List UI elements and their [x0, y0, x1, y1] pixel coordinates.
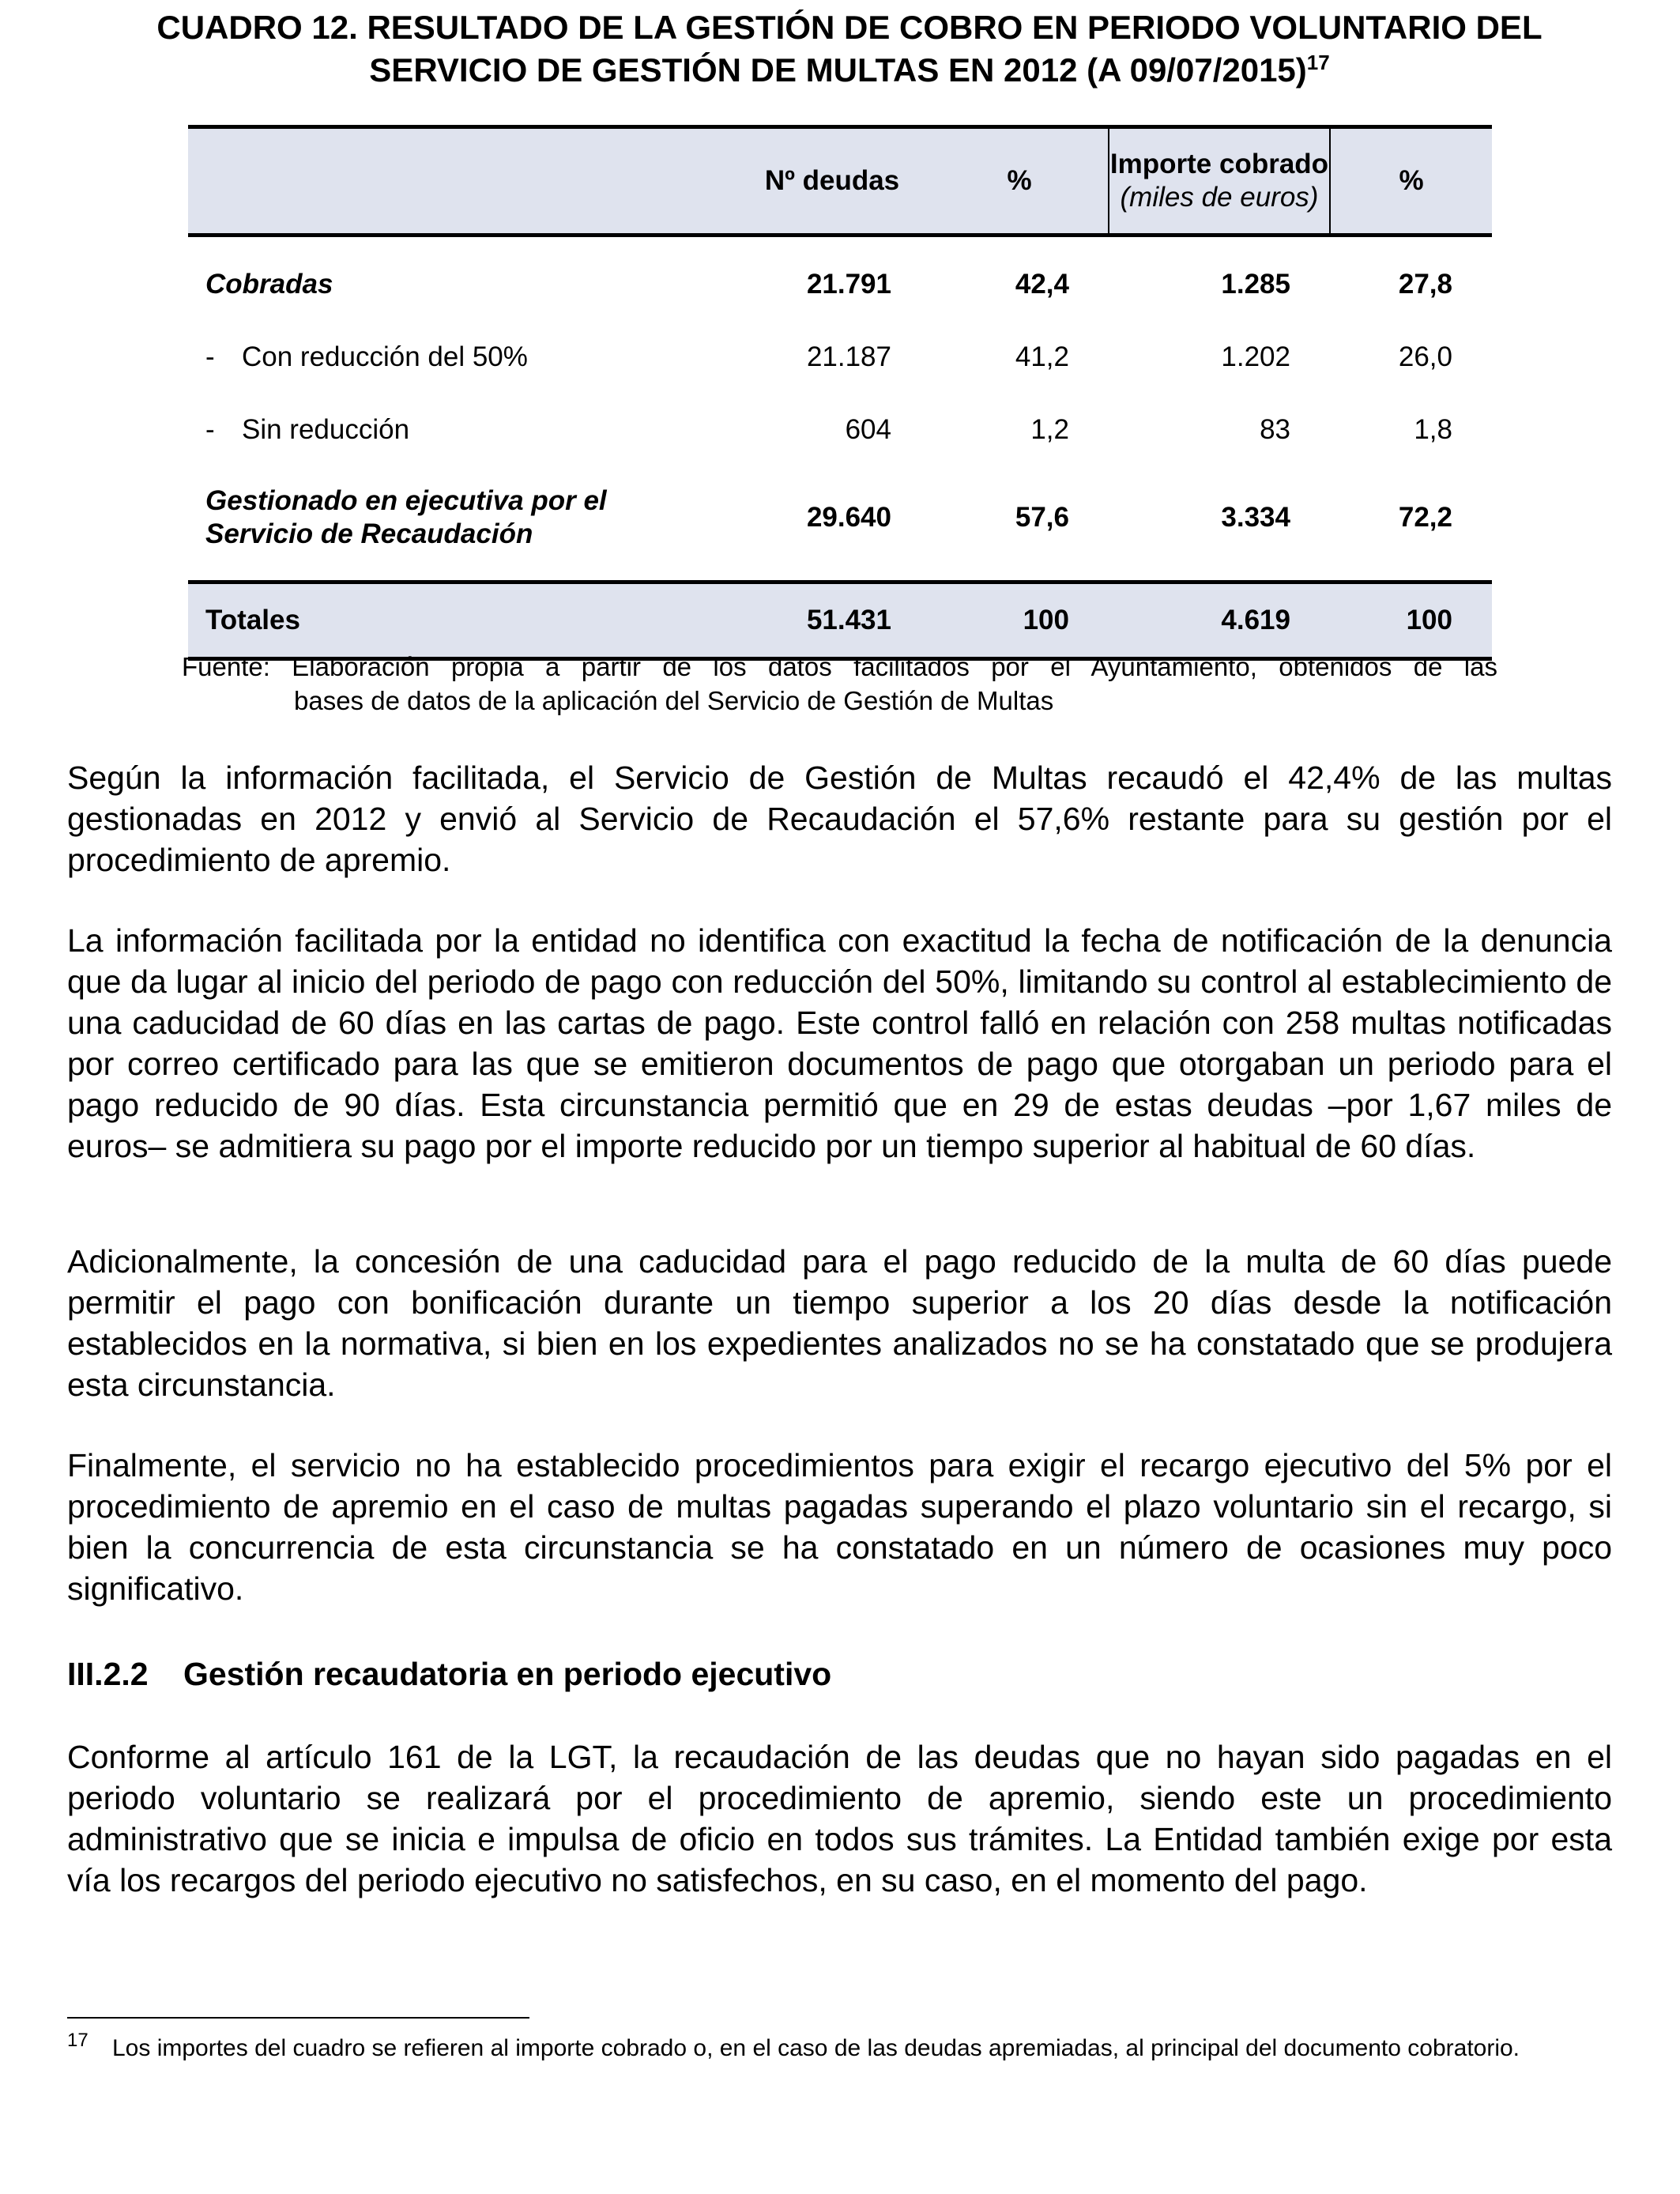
collection-results-table: [188, 125, 1492, 661]
cell-importe: 1.202: [1221, 341, 1290, 372]
header-importe-label: Importe cobrado: [1109, 149, 1329, 179]
table-caption: [71, 6, 1628, 92]
cell-deudas: 21.791: [806, 269, 891, 300]
cell-importe: 1.285: [1221, 269, 1290, 300]
footnote-separator: [67, 2017, 529, 2019]
cell-importe: 4.619: [1109, 582, 1330, 659]
row-label-line-1: Gestionado en ejecutiva por el: [205, 485, 607, 516]
footnote-text: Los importes del cuadro se refieren al importe cobrado o, en el caso de las deudas apremiadas, al principal del documento cobratorio.: [112, 2035, 1520, 2061]
table-row-sin-reduccion: [188, 394, 1492, 466]
row-label: [188, 321, 733, 394]
cell-pct-2: 27,8: [1398, 269, 1452, 300]
footnote-mark: 17: [67, 2030, 89, 2051]
row-label-text: Sin reducción: [242, 414, 410, 445]
cell-pct-1: 100: [931, 582, 1109, 659]
row-dash: -: [205, 414, 215, 445]
table-caption-line-1: CUADRO 12. RESULTADO DE LA GESTIÓN DE COBRO EN PERIODO VOLUNTARIO DEL: [156, 9, 1543, 46]
cell-pct-2: 26,0: [1398, 341, 1452, 372]
footnote-reference[interactable]: 17: [1306, 51, 1330, 74]
header-empty: [188, 127, 733, 236]
paragraph-2: La información facilitada por la entidad no identifica con exactitud la fecha de notificación de la denuncia que da lugar al inicio del periodo de pago con reducción del 50%, limitando su control al establecimiento de una caducidad de 60 días en las cartas de pago. Este control falló en relación con 258 multas notificadas por correo certificado para las que se emitieron documentos de pago que otorgaban un periodo para el pago reducido de 90 días. Esta circunstancia permitió que en 29 de estas deudas –por 1,67 miles de euros– se admitiera su pago por el importe reducido por un tiempo superior al habitual de 60 días.: [67, 922, 1612, 1164]
table-source-note: [182, 650, 1497, 718]
cell-pct-2: 72,2: [1398, 502, 1452, 533]
paragraph-5: Conforme al artículo 161 de la LGT, la recaudación de las deudas que no hayan sido pagadas en el periodo voluntario se realizará por el procedimiento de apremio, siendo este un procedimiento administrativo que se inicia e impulsa de oficio en todos sus trámites. La Entidad también exige por esta vía los recargos del periodo ejecutivo no satisfechos, en su caso, en el momento del pago.: [67, 1739, 1612, 1898]
paragraph-1: Según la información facilitada, el Servicio de Gestión de Multas recaudó el 42,4% de las multas gestionadas en 2012 y envió al Servicio de Recaudación el 57,6% restante para su gestión por el procedimiento de apremio.: [67, 760, 1612, 878]
row-label: [188, 466, 733, 582]
cell-pct-2: 1,8: [1414, 414, 1452, 445]
cell-deudas: 21.187: [806, 341, 891, 372]
table-row-totales: [188, 582, 1492, 659]
paragraph-3: Adicionalmente, la concesión de una caducidad para el pago reducido de la multa de 60 días puede permitir el pago con bonificación durante un tiempo superior a los 20 días desde la notificación establecidos en la normativa, si bien en los expedientes analizados no se ha constatado que se produjera esta circunstancia.: [67, 1243, 1612, 1403]
row-label: Totales: [188, 582, 733, 659]
cell-deudas: 604: [845, 414, 891, 445]
table-row-gestionado-ejecutiva: [188, 466, 1492, 582]
source-line-2: bases de datos de la aplicación del Servicio de Gestión de Multas: [294, 686, 1054, 715]
table-row-cobradas: [188, 236, 1492, 322]
cell-pct-1: 57,6: [1015, 502, 1069, 533]
section-number: III.2.2: [67, 1656, 149, 1692]
header-pct-1: %: [931, 127, 1109, 236]
table-caption-line-2-text: SERVICIO DE GESTIÓN DE MULTAS EN 2012 (A 09/07/2015): [369, 51, 1307, 89]
cell-pct-1: 41,2: [1015, 341, 1069, 372]
header-importe: [1109, 127, 1330, 236]
header-importe-sub: (miles de euros): [1120, 182, 1319, 213]
row-label: [188, 394, 733, 466]
section-heading: [67, 1653, 831, 1695]
cell-deudas: 51.431: [733, 582, 931, 659]
footnote: [67, 2030, 1612, 2064]
header-deudas: Nº deudas: [733, 127, 931, 236]
cell-deudas: 29.640: [806, 502, 891, 533]
row-label-line-2: Servicio de Recaudación: [205, 518, 533, 549]
row-label-text: Con reducción del 50%: [242, 341, 528, 372]
section-title: Gestión recaudatoria en periodo ejecutivo: [183, 1656, 832, 1692]
cell-importe: 83: [1260, 414, 1290, 445]
table-caption-line-2: [71, 49, 1628, 92]
cell-pct-1: 42,4: [1015, 269, 1069, 300]
paragraph-4: Finalmente, el servicio no ha establecido procedimientos para exigir el recargo ejecutivo del 5% por el procedimiento de apremio en el caso de multas pagadas superando el plazo voluntario sin el recargo, si bien la concurrencia de esta circunstancia se ha constatado en un número de ocasiones muy poco significativo.: [67, 1447, 1612, 1607]
source-line-1: Fuente: Elaboración propia a partir de los datos facilitados por el Ayuntamiento, obtenidos de las: [182, 652, 1497, 681]
table-header-row: [188, 127, 1492, 236]
cell-pct-1: 1,2: [1030, 414, 1069, 445]
cell-pct-2: 100: [1330, 582, 1492, 659]
table-row-con-reduccion: [188, 321, 1492, 394]
row-label: Cobradas: [205, 269, 333, 300]
row-dash: -: [205, 341, 215, 372]
cell-importe: 3.334: [1221, 502, 1290, 533]
header-pct-2: %: [1330, 127, 1492, 236]
